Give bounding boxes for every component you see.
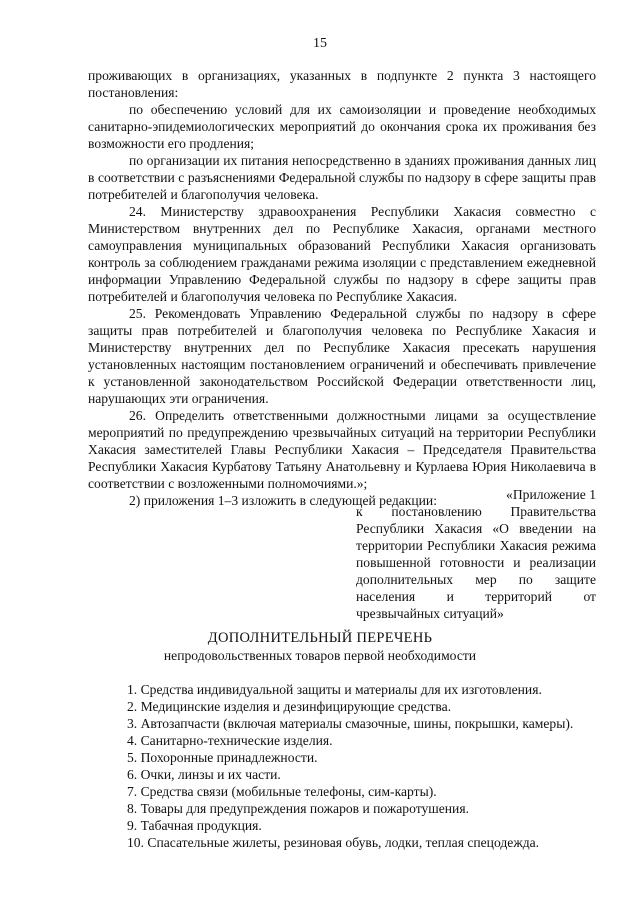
list-item: 10. Спасательные жилеты, резиновая обувь, лодки, теплая спецодежда. — [127, 835, 540, 850]
appendix-reference: к постановлению Правительства Республики Хакасия «О введении на территории Республики Хакасия режима повышенной готовности и реализации дополнительных мер по защите населения и территорий от чрезвычайных ситуаций» — [356, 504, 596, 621]
paragraph: по организации их питания непосредственно в зданиях проживания данных лиц в соответствии с разъяснениями Федеральной службы по надзору в сфере защиты прав потребителей и благополучия человека. — [88, 153, 596, 202]
appendix-note — [356, 486, 596, 622]
paragraph: 26. Определить ответственными должностными лицами за осуществление мероприятий по предупреждению чрезвычайных ситуаций на территории Республики Хакасия заместителей Главы Республики Хакасия – Председателя Правительства Республики Хакасия Курбатову Татьяну Анатольевну и Курлаева Юрия Николаевича в соответствии с возложенными полномочиями.»; — [88, 408, 596, 491]
list-item: 4. Санитарно-технические изделия. — [127, 733, 333, 748]
paragraph: 2) приложения 1–3 изложить в следующей редакции: — [129, 493, 437, 508]
list-item: 8. Товары для предупреждения пожаров и пожаротушения. — [127, 801, 469, 816]
list-item: 7. Средства связи (мобильные телефоны, сим-карты). — [127, 784, 437, 799]
paragraph: проживающих в организациях, указанных в подпункте 2 пункта 3 настоящего постановления: — [88, 68, 596, 100]
body-text — [88, 67, 596, 509]
paragraph: 25. Рекомендовать Управлению Федеральной службы по надзору в сфере защиты прав потребителей и благополучия человека по Республике Хакасия и Министерству внутренних дел по Республике Хакасия пресекать нарушения установленных настоящим постановлением ограничений и обеспечивать привлечение к установленной законодательством Российской Федерации ответственности лиц, нарушающих эти ограничения. — [88, 306, 596, 406]
list-item: 6. Очки, линзы и их части. — [127, 767, 281, 782]
list-item: 9. Табачная продукция. — [127, 818, 262, 833]
appendix-title: «Приложение 1 — [506, 487, 596, 502]
list-item: 2. Медицинские изделия и дезинфицирующие средства. — [127, 699, 452, 714]
paragraph: по обеспечению условий для их самоизоляции и проведение необходимых санитарно-эпидемиологических мероприятий до окончания срока их проживания без возможности его продления; — [88, 102, 596, 151]
list-heading: ДОПОЛНИТЕЛЬНЫЙ ПЕРЕЧЕНЬ — [207, 630, 433, 646]
list-item: 1. Средства индивидуальной защиты и материалы для их изготовления. — [127, 682, 542, 697]
page-number: 15 — [313, 36, 327, 51]
list-item: 5. Похоронные принадлежности. — [127, 750, 318, 765]
paragraph: 24. Министерству здравоохранения Республики Хакасия совместно с Министерством внутренних дел по Республике Хакасия, органами местного самоуправления муниципальных образований Республики Хакасия организовать контроль за соблюдением гражданами режима изоляции с представлением ежедневной информации Управлению Федеральной службы по надзору в сфере защиты прав потребителей и благополучия человека по Республике Хакасия. — [88, 204, 596, 304]
list-subheading: непродовольственных товаров первой необходимости — [163, 648, 477, 663]
goods-list — [127, 681, 597, 851]
list-item: 3. Автозапчасти (включая материалы смазочные, шины, покрышки, камеры). — [127, 716, 574, 731]
